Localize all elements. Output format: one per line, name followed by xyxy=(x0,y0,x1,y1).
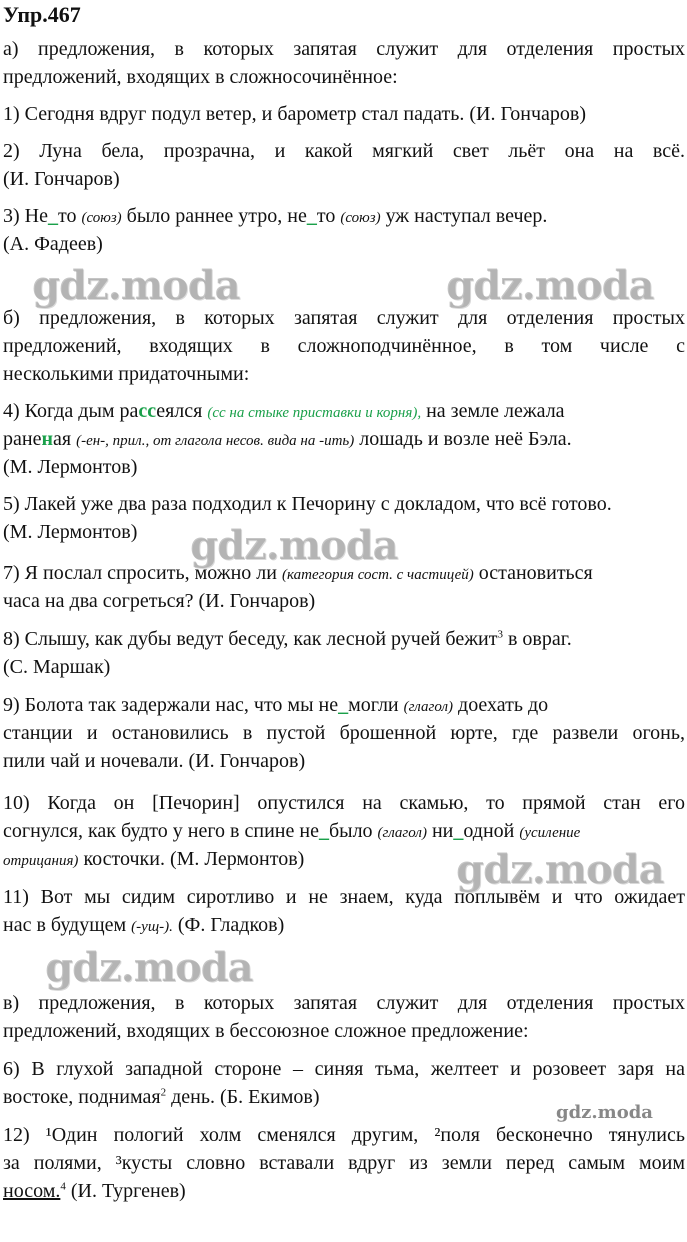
sentence-12-line-2: за полями, ³кусты словно вставали вдруг из земли перед самым моим xyxy=(3,1152,685,1174)
exercise-title: Упр.467 xyxy=(3,2,81,27)
s9-part-a: 9) Болота так задержали нас, что мы не xyxy=(3,694,339,716)
s3-note-1: (союз) xyxy=(81,210,122,226)
s3-part-a: 3) Не xyxy=(3,205,48,227)
s4-part-c: еялся xyxy=(156,400,203,422)
s4-part-a: 4) Когда дым ра xyxy=(3,400,139,422)
section-b-heading-line-3: несколькими придаточными: xyxy=(3,363,250,385)
s10-note-3: отрицания) xyxy=(3,853,79,869)
section-b-heading-line-1: б) предложения, в которых запятая служит для отделения простых xyxy=(3,307,685,329)
s10-part-e: косточки. (М. Лермонтов) xyxy=(83,848,305,870)
sentence-5-line-1: 5) Лакей уже два раза подходил к Печорину с докладом, что всё готово. xyxy=(3,493,612,515)
s4-highlight-n: н xyxy=(41,428,53,450)
sentence-12-line-3 xyxy=(3,1178,685,1204)
sentence-8-line-2: (С. Маршак) xyxy=(3,656,111,678)
section-b-heading-line-2: предложений, входящих в сложноподчинённое, в том числе с xyxy=(3,335,685,357)
sentence-9-line-3: пили чай и ночевали. (И. Гончаров) xyxy=(3,750,306,772)
s9-part-c: доехать до xyxy=(458,694,549,716)
s3-dash-2: _ xyxy=(306,205,317,227)
s9-part-b: могли xyxy=(348,694,399,716)
sentence-2-line-2: (И. Гончаров) xyxy=(3,168,120,190)
sentence-4-line-2 xyxy=(3,426,685,454)
s10-part-a: согнулся, как будто у него в спине не xyxy=(3,820,319,842)
sentence-3-line-1 xyxy=(3,203,685,231)
sentence-12-line-1: 12) ¹Один пологий холм сменялся другим, ²поля бесконечно тянулись xyxy=(3,1124,685,1146)
watermark-logo: gdz.moda xyxy=(45,944,253,991)
sentence-7-line-2: часа на два согреться? (И. Гончаров) xyxy=(3,590,316,612)
sentence-3-line-2: (А. Фадеев) xyxy=(3,233,103,255)
s9-dash: _ xyxy=(338,694,349,716)
s8-part-a: 8) Слышу, как дубы ведут беседу, как лесной ручей бежит xyxy=(3,628,498,650)
s3-note-2: (союз) xyxy=(340,210,381,226)
s10-note-1: (глагол) xyxy=(377,825,427,841)
watermark-logo-small: gdz.moda xyxy=(556,1102,653,1123)
sentence-11-line-1: 11) Вот мы сидим сиротливо и не знаем, куда поплывём и что ожидает xyxy=(3,886,685,908)
s7-part-a: 7) Я послал спросить, можно ли xyxy=(3,562,277,584)
sentence-10-line-2 xyxy=(3,818,685,846)
s6-part-b: день. (Б. Екимов) xyxy=(171,1086,320,1108)
sentence-4-line-3: (М. Лермонтов) xyxy=(3,456,138,478)
s4-part-d: на земле лежала xyxy=(426,400,565,422)
s11-note: (-ущ-). xyxy=(131,919,173,935)
sentence-9-line-2: станции и остановились в пустой брошенной юрте, где развели огонь, xyxy=(3,722,685,744)
s10-part-d: одной xyxy=(463,820,515,842)
s4-part-g: лошадь и возле неё Бэла. xyxy=(359,428,572,450)
s6-superscript: 2 xyxy=(160,1086,167,1099)
s12-superscript: 4 xyxy=(60,1180,66,1193)
s4-part-e: ране xyxy=(3,428,42,450)
sentence-8-line-1 xyxy=(3,626,685,652)
s6-part-a: востоке, поднимая xyxy=(3,1086,161,1108)
s7-note: (категория сост. с частицей) xyxy=(281,567,474,583)
section-a-heading-line-2: предложений, входящих в сложносочинённое: xyxy=(3,66,398,88)
watermark-logo: gdz.moda xyxy=(446,262,654,309)
s8-superscript: 3 xyxy=(497,628,503,641)
s12-part-b: (И. Тургенев) xyxy=(70,1180,186,1202)
s4-note-1: (сс на стыке приставки и корня), xyxy=(207,405,422,421)
s11-part-a: нас в будущем xyxy=(3,914,127,936)
s12-part-a: носом. xyxy=(3,1180,61,1202)
s10-note-2: (усиление xyxy=(519,825,581,841)
s3-dash-1: _ xyxy=(47,205,58,227)
s10-part-c: ни xyxy=(431,820,454,842)
sentence-6-line-1: 6) В глухой западной стороне – синяя тьма, желтеет и розовеет заря на xyxy=(3,1058,685,1080)
sentence-4-line-1 xyxy=(3,398,685,426)
s3-part-b: то xyxy=(57,205,77,227)
s11-part-b: (Ф. Гладков) xyxy=(177,914,285,936)
s4-part-f: ая xyxy=(53,428,72,450)
section-c-heading-line-2: предложений, входящих в бессоюзное сложное предложение: xyxy=(3,1020,529,1042)
s10-part-b: было xyxy=(328,820,373,842)
s10-dash-2: _ xyxy=(453,820,464,842)
sentence-9-line-1 xyxy=(3,692,685,720)
sentence-11-line-2 xyxy=(3,912,685,940)
s8-part-b: в овраг. xyxy=(507,628,572,650)
section-a-heading-line-1: а) предложения, в которых запятая служит для отделения простых xyxy=(3,38,685,60)
section-c-heading-line-1: в) предложения, в которых запятая служит для отделения простых xyxy=(3,992,685,1014)
watermark-logo: gdz.moda xyxy=(190,522,398,569)
sentence-10-line-1: 10) Когда он [Печорин] опустился на скамью, то прямой стан его xyxy=(3,792,685,814)
s3-part-d: то xyxy=(316,205,336,227)
s3-part-c: было раннее утро, не xyxy=(126,205,307,227)
s9-note: (глагол) xyxy=(403,699,454,715)
sentence-5-line-2: (М. Лермонтов) xyxy=(3,521,138,543)
s10-dash-1: _ xyxy=(318,820,329,842)
sentence-1: 1) Сегодня вдруг подул ветер, и барометр стал падать. (И. Гончаров) xyxy=(3,103,587,125)
s4-highlight-ss: сс xyxy=(138,400,157,422)
watermark-logo: gdz.moda xyxy=(32,262,240,309)
s7-part-b: остановиться xyxy=(478,562,593,584)
s3-part-e: уж наступал вечер. xyxy=(385,205,548,227)
watermark-logo: gdz.moda xyxy=(456,846,664,893)
sentence-2-line-1: 2) Луна бела, прозрачна, и какой мягкий свет льёт она на всё. xyxy=(3,140,685,162)
s4-note-2: (-ен-, прил., от глагола несов. вида на -ить) xyxy=(76,433,355,449)
